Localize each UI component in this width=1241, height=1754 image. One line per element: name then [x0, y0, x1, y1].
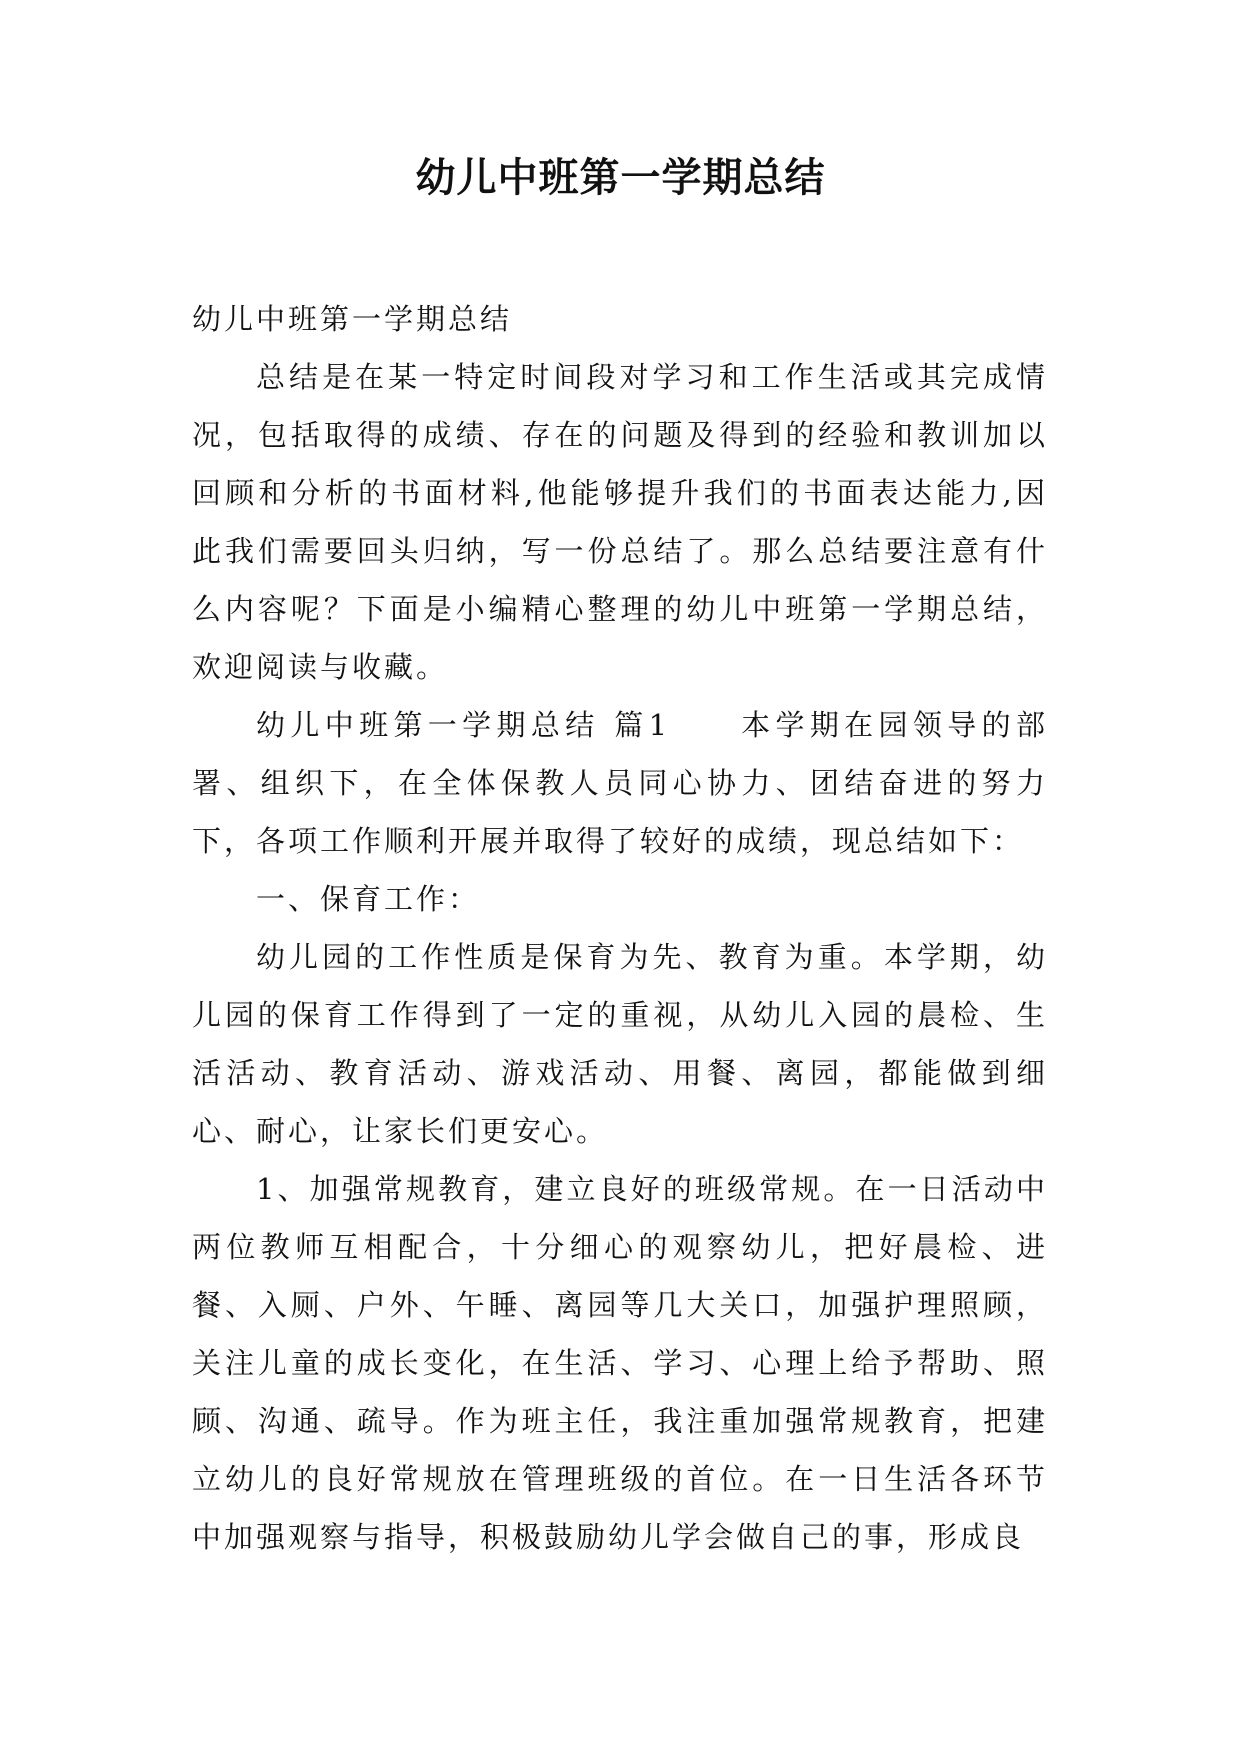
document-body	[192, 290, 1048, 1566]
document-subtitle: 幼儿中班第一学期总结	[192, 302, 513, 336]
paragraph-part-1: 幼儿中班第一学期总结 篇1 本学期在园领导的部署、组织下，在全体保教人员同心协力、团结奋进的努力下，各项工作顺利开展并取得了较好的成绩，现总结如下：	[192, 708, 1048, 858]
paragraph-routine-education: 1、加强常规教育，建立良好的班级常规。在一日活动中两位教师互相配合，十分细心的观察幼儿，把好晨检、进餐、入厕、户外、午睡、离园等几大关口，加强护理照顾，关注儿童的成长变化，在生活、学习、心理上给予帮助、照顾、沟通、疏导。作为班主任，我注重加强常规教育，把建立幼儿的良好常规放在管理班级的首位。在一日生活各环节中加强观察与指导，积极鼓励幼儿学会做自己的事，形成良	[192, 1172, 1048, 1554]
section-heading-care-work: 一、保育工作：	[256, 882, 481, 916]
paragraph-intro: 总结是在某一特定时间段对学习和工作生活或其完成情况，包括取得的成绩、存在的问题及得到的经验和教训加以回顾和分析的书面材料,他能够提升我们的书面表达能力,因此我们需要回头归纳，写一份总结了。那么总结要注意有什么内容呢？下面是小编精心整理的幼儿中班第一学期总结，欢迎阅读与收藏。	[192, 360, 1048, 684]
paragraph-care-work: 幼儿园的工作性质是保育为先、教育为重。本学期，幼儿园的保育工作得到了一定的重视，从幼儿入园的晨检、生活活动、教育活动、游戏活动、用餐、离园，都能做到细心、耐心，让家长们更安心。	[192, 940, 1048, 1148]
document-title: 幼儿中班第一学期总结	[415, 155, 826, 201]
